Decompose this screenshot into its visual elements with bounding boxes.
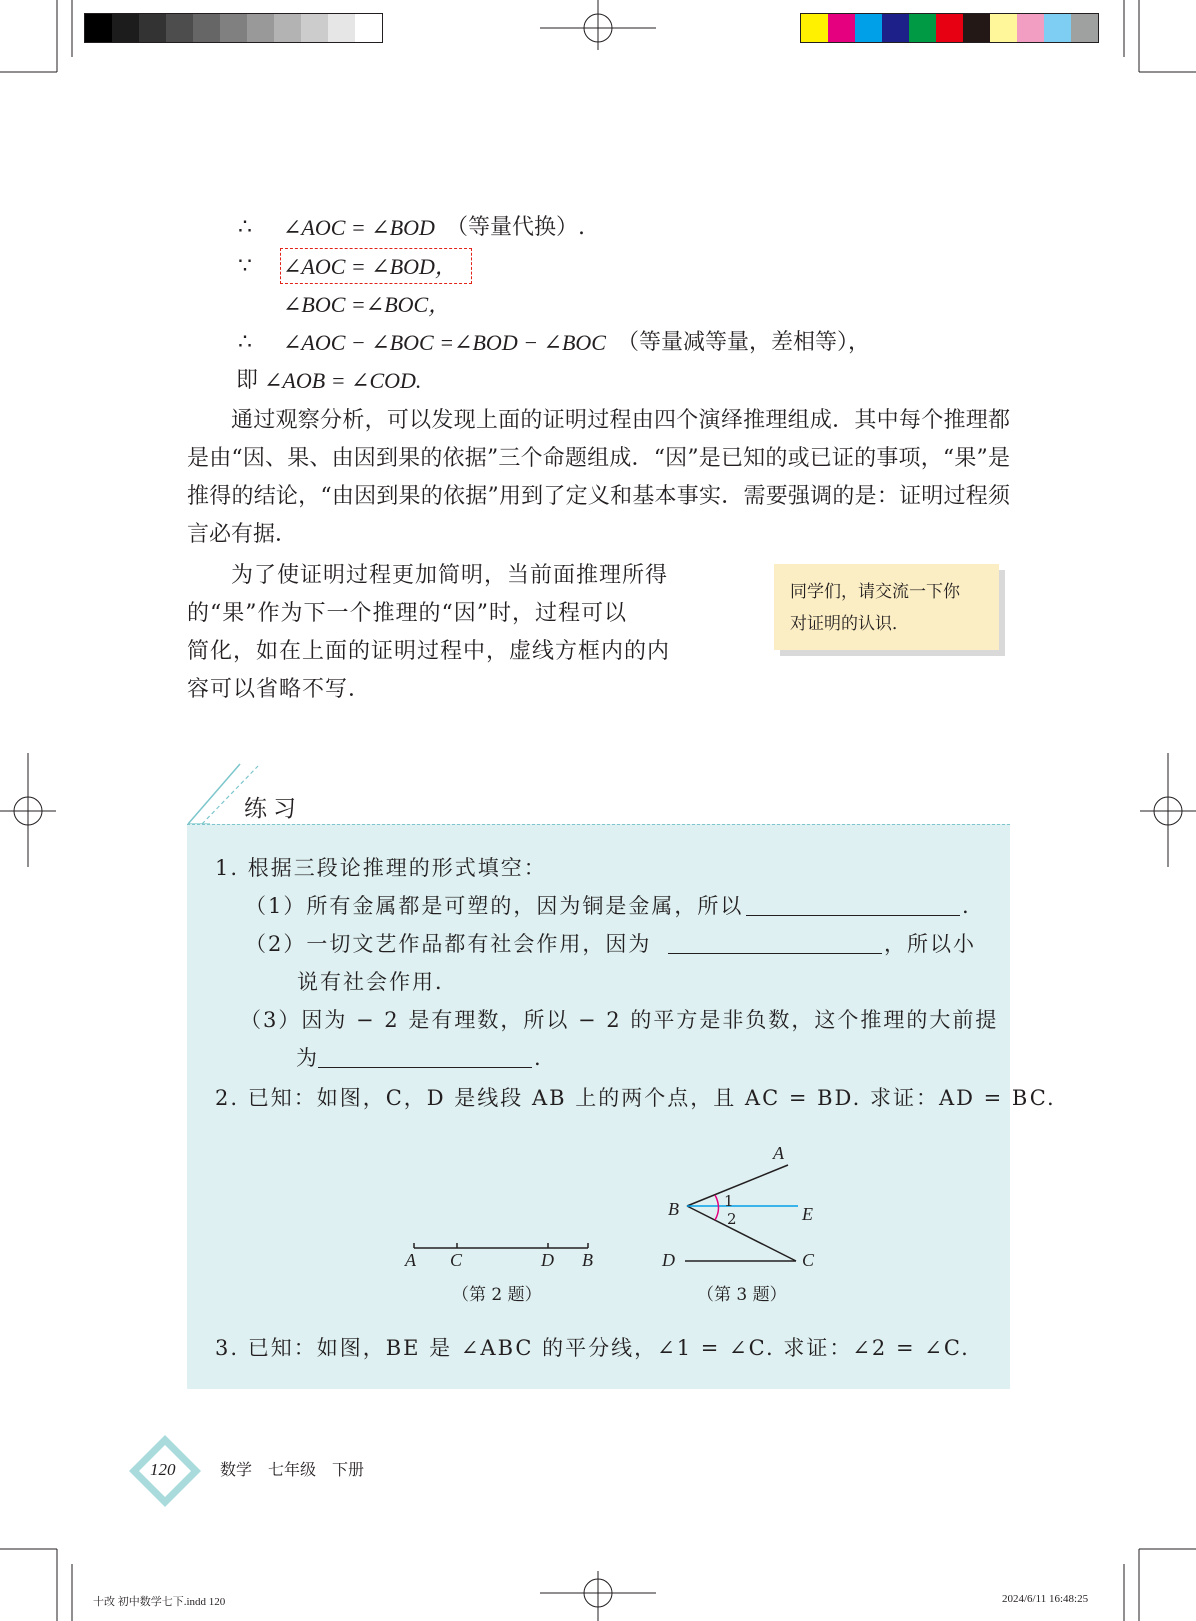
answer-blank-1-1[interactable] (746, 893, 960, 916)
fig3-label-C: C (802, 1250, 815, 1270)
proof-line-1-reason: （等量代换）. (446, 215, 585, 240)
fig3-label-2: 2 (727, 1210, 737, 1228)
fig3-label-E: E (802, 1204, 813, 1224)
proof-line-5: ∠AOB = ∠COD. (264, 368, 422, 393)
fig3-label-A: A (773, 1143, 784, 1163)
proof-line-4-reason: （等量减等量，差相等）， (617, 330, 871, 355)
proof-line-3: ∠BOC =∠BOC， (283, 292, 451, 317)
fig2-label-D: D (541, 1250, 554, 1270)
fig2-label-C: C (450, 1250, 463, 1270)
simplification-line-1: 为了使证明过程更加简明，当前面推理所得 (231, 563, 669, 588)
exercise-divider (187, 824, 1010, 825)
indd-filename: 十改 初中数学七下.indd 120 (93, 1596, 226, 1608)
fig3-label-D: D (662, 1250, 675, 1270)
question-1-1-end: . (962, 894, 971, 918)
fig3-label-1: 1 (724, 1192, 734, 1210)
proof-line-2: ∠AOC = ∠BOD， (283, 254, 457, 279)
therefore-symbol: ∴ (238, 215, 252, 240)
answer-blank-1-3[interactable] (318, 1045, 532, 1068)
simplification-line-3: 简化，如在上面的证明过程中，虚线方框内的内 (187, 639, 671, 664)
question-1-3-end: . (534, 1046, 543, 1070)
answer-blank-1-2[interactable] (668, 931, 882, 954)
question-1-2-b: ，所以小 (884, 932, 976, 956)
question-1: 1. 根据三段论推理的形式填空： (215, 856, 547, 880)
figure-3-angle (660, 1150, 820, 1270)
question-1-2-a: （2）一切文艺作品都有社会作用，因为 (245, 932, 652, 956)
question-3: 3. 已知：如图，BE 是 ∠ABC 的平分线，∠1 = ∠C. 求证：∠2 = ∠C. (215, 1336, 970, 1360)
fig2-label-A: A (405, 1250, 416, 1270)
because-symbol: ∵ (238, 254, 252, 279)
fig3-caption: （第 3 题） (697, 1285, 787, 1305)
question-2: 2. 已知：如图，C，D 是线段 AB 上的两个点，且 AC = BD. 求证：AD = BC. (215, 1086, 1056, 1110)
question-1-3-a: （3）因为 − 2 是有理数，所以 − 2 的平方是非负数，这个推理的大前提 (240, 1008, 999, 1032)
question-1-1: （1）所有金属都是可塑的，因为铜是金属，所以 (245, 894, 744, 918)
proof-line-1: ∠AOC = ∠BOD (283, 215, 435, 240)
simplification-line-4: 容可以省略不写． (187, 677, 372, 702)
fig2-caption: （第 2 题） (452, 1285, 542, 1305)
fig2-label-B: B (582, 1250, 593, 1270)
fig3-label-B: B (668, 1199, 679, 1219)
proof-line-4: ∠AOC − ∠BOC =∠BOD − ∠BOC (283, 330, 606, 355)
explanation-paragraph: 通过观察分析，可以发现上面的证明过程由四个演绎推理组成．其中每个推理都是由“因、果、由因到果的依据”三个命题组成．“因”是已知的或已证的事项，“果”是推得的结论，“由因到果的依据”用到了定义和基本事实．需要强调的是：证明过程须言必有据． (187, 408, 1010, 547)
question-1-2-c: 说有社会作用． (297, 970, 458, 994)
page-number: 120 (150, 1460, 176, 1479)
discussion-note (774, 564, 999, 650)
book-title: 数学 七年级 下册 (220, 1460, 365, 1479)
note-line-1: 同学们，请交流一下你 (790, 582, 960, 602)
therefore-symbol-2: ∴ (238, 330, 252, 355)
proof-line-5-prefix: 即 (236, 368, 259, 393)
exercise-title: 练习 (244, 796, 302, 822)
question-1-3-b: 为 (296, 1046, 319, 1070)
print-timestamp: 2024/6/11 16:48:25 (1002, 1593, 1089, 1605)
simplification-line-2: 的“果”作为下一个推理的“因”时，过程可以 (187, 601, 627, 626)
note-line-2: 对证明的认识． (790, 614, 909, 634)
